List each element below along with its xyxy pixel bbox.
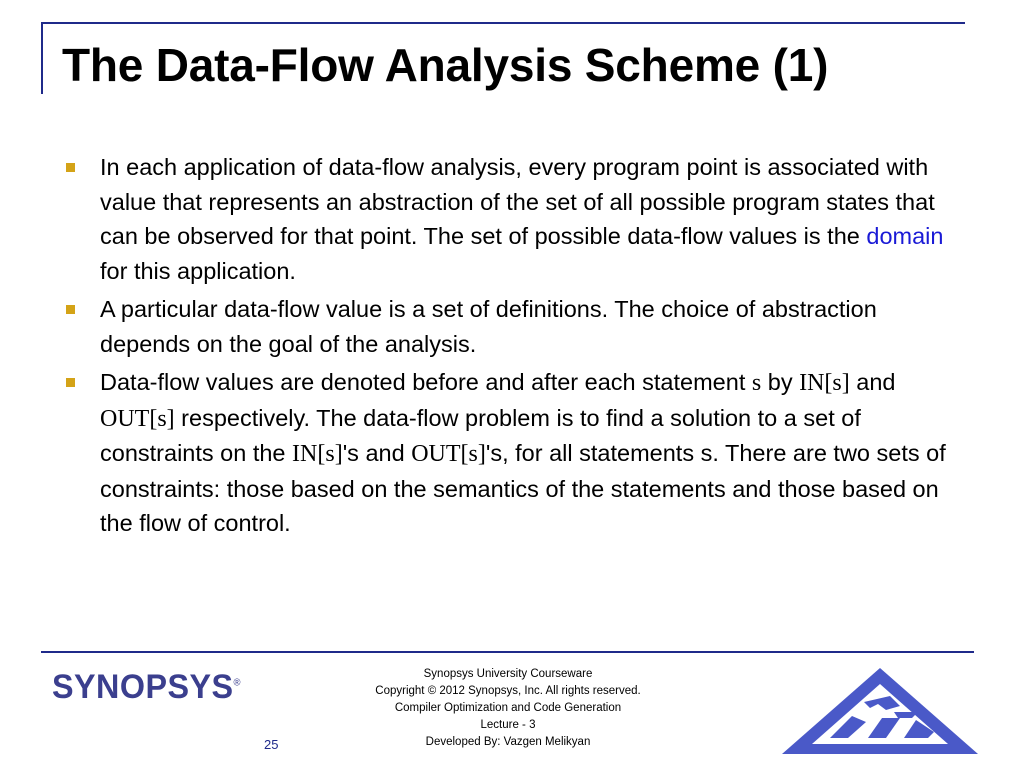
university-emblem-icon [782, 666, 978, 758]
footer-credits [330, 666, 686, 751]
registered-mark: ® [233, 677, 242, 689]
bullet-3-text-e: 's and [342, 440, 412, 466]
bullet-3-text-a: Data-flow values are denoted before and after each statement [100, 369, 752, 395]
bullet-3-text-b: by [761, 369, 800, 395]
bullet-square-icon [66, 305, 75, 314]
bullet-item-2 [62, 292, 962, 361]
bullet-3-text-c: and [849, 369, 896, 395]
bullet-1-text-b: for this application. [100, 257, 296, 284]
bullet-square-icon [66, 378, 75, 387]
domain-keyword: domain [866, 223, 944, 249]
math-s: s [751, 370, 762, 396]
bullet-2-text: A particular data-flow value is a set of definitions. The choice of abstraction depends on the goal of the analysis. [100, 296, 877, 357]
math-out-s-2: OUT[s] [411, 441, 486, 467]
bullet-3-text-d: respectively. The data-flow problem is to find a solution to a set of constraints on the [100, 404, 861, 466]
footer-line: Compiler Optimization and Code Generation [394, 702, 622, 714]
math-in-s: IN[s] [799, 370, 850, 396]
bullet-square-icon [66, 163, 75, 172]
page-number: 25 [264, 737, 279, 752]
footer-line: Synopsys University Courseware [423, 668, 593, 680]
bullet-3-text-f: 's, for all statements s. There are two sets of constraints: those based on the semantics of the statements and those based on the flow of control. [100, 440, 946, 536]
bullet-1-text-a: In each application of data-flow analysis, every program point is associated with value that represents an abstraction of the set of all possible program states that can be observed for that point. The set of possible data-flow values is the [100, 154, 935, 249]
footer-line: Developed By: Vazgen Melikyan [425, 736, 591, 748]
bullet-list [62, 150, 962, 545]
slide-title: The Data-Flow Analysis Scheme (1) [62, 39, 829, 91]
synopsys-logo [52, 668, 241, 707]
math-out-s: OUT[s] [100, 405, 175, 432]
bullet-item-3 [62, 365, 962, 541]
math-in-s-2: IN[s] [292, 441, 343, 467]
footer-line: Copyright © 2012 Synopsys, Inc. All rights reserved. [375, 685, 641, 697]
footer-line: Lecture - 3 [480, 719, 536, 731]
footer-rule [41, 651, 974, 653]
title-top-rule [41, 22, 965, 24]
title-left-rule [41, 22, 43, 94]
bullet-item-1 [62, 150, 962, 288]
logo-text: SYNOPSYS [52, 668, 234, 706]
